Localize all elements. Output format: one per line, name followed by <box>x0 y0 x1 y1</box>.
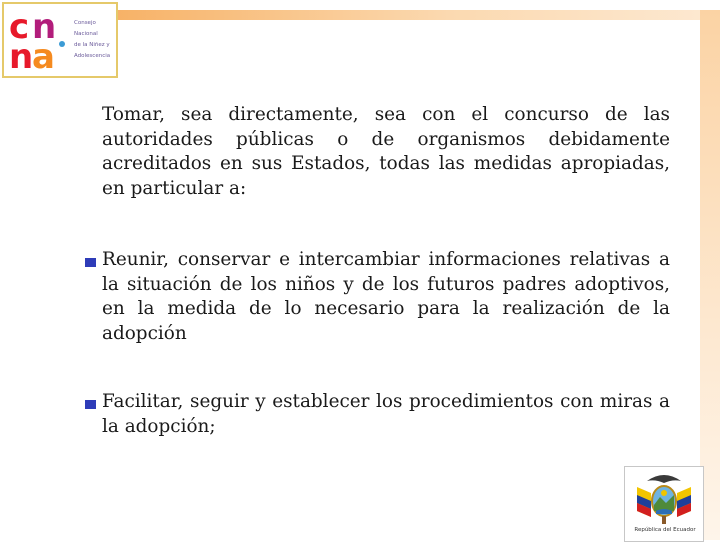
bullet-square-icon <box>85 400 96 409</box>
logo-caption-line: Nacional <box>74 31 98 37</box>
logo-letter-n: n <box>32 7 57 47</box>
logo-caption-line: Consejo <box>74 20 96 26</box>
logo-caption-line: Adolescencia <box>74 53 111 59</box>
logo-letter-a: a <box>32 37 55 76</box>
logo-caption-line: de la Niñez y <box>74 42 110 48</box>
logo-caption <box>74 18 118 62</box>
intro-paragraph: Tomar, sea directamente, sea con el concurso de las autoridades públicas o de organismos debidamente acreditados en sus Estados, todas las medidas apropiadas, en particular a: <box>102 104 670 199</box>
seal-caption: República del Ecuador <box>634 527 696 533</box>
bullet-item-1: Reunir, conservar e intercambiar informaciones relativas a la situación de los niños y de los futuros padres adoptivos, en la medida de lo necesario para la realización de la adopción <box>102 249 670 344</box>
bullet-item-2: Facilitar, seguir y establecer los procedimientos con miras a la adopción; <box>102 391 670 437</box>
ecuador-seal <box>624 466 704 542</box>
bullet-square-icon <box>85 258 96 267</box>
frame-top-band <box>117 10 720 20</box>
logo-letter-n2: n <box>9 37 34 76</box>
frame-right-band <box>700 10 720 540</box>
cnna-logo <box>2 2 118 78</box>
logo-letter-c: c <box>9 7 30 47</box>
